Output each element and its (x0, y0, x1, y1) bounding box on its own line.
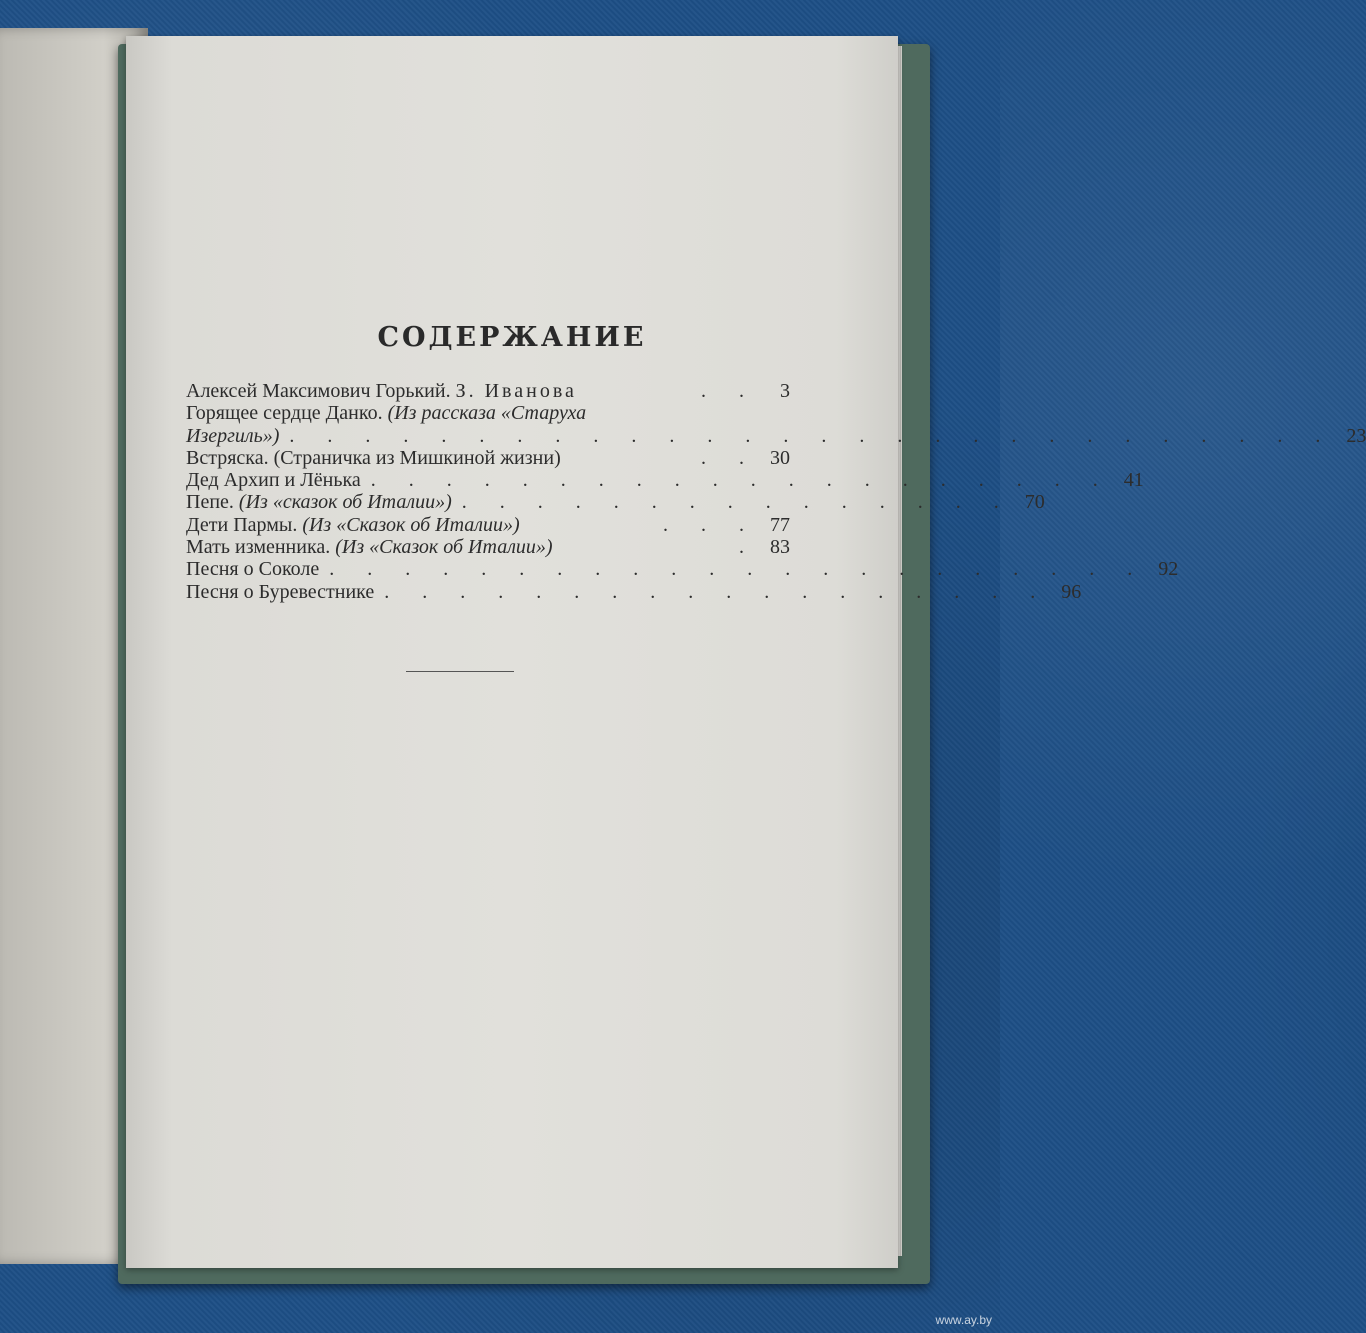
toc-entry (186, 558, 1179, 581)
dot-leader: . . . . . . . . . . . . . . . . . . . . . . . . . . . . (289, 424, 1335, 447)
toc-entry (186, 580, 1082, 603)
toc-entry-title: Встряска. (Страничка из Мишкиной жизни) (186, 446, 561, 469)
toc-entry-title: Песня о Буревестнике (186, 580, 375, 603)
toc-entry (186, 380, 790, 402)
toc-entry-title: Дети Пармы. (186, 513, 298, 536)
closing-rule (406, 671, 514, 672)
toc-entry (186, 536, 790, 558)
dot-leader: . . . . . . . . . . . . . . . (461, 491, 1013, 514)
toc-heading: СОДЕРЖАНИЕ (377, 322, 647, 353)
dot-leader: . (739, 536, 758, 559)
dot-leader: . . . . . . . . . . . . . . . . . . (384, 580, 1050, 603)
toc-entry (186, 514, 790, 536)
toc-entry-title: Пепе. (186, 491, 234, 514)
dot-leader: . . (701, 446, 758, 469)
toc-entry (186, 469, 1144, 492)
book-page (126, 36, 898, 1268)
toc-entry-continuation (186, 424, 1366, 447)
toc-entry-page: 92 (1158, 558, 1179, 581)
toc-entry-subtitle: (Из «Сказок об Италии») (302, 513, 520, 536)
toc-entry-title: Песня о Соколе (186, 558, 320, 581)
dot-leader: . . (701, 380, 758, 402)
toc-entry-page: 41 (1123, 469, 1144, 492)
toc-entry-subtitle: (Из рассказа «Старуха (387, 402, 587, 425)
toc-entry (186, 402, 790, 424)
toc-entry-author: З. Иванова (455, 380, 577, 402)
toc-entry-title: Горящее сердце Данко. (186, 402, 383, 425)
toc-entry-page: 23 (1346, 424, 1366, 447)
toc-entry-title: Дед Архип и Лёнька (186, 469, 361, 492)
toc-entry-subtitle: (Из «Сказок об Италии») (335, 536, 553, 559)
watermark: www.ay.by (935, 1313, 992, 1327)
toc-entry-page: 70 (1024, 491, 1045, 514)
toc-entry-page: 96 (1061, 580, 1082, 603)
dot-leader: . . . . . . . . . . . . . . . . . . . . . . (329, 558, 1147, 581)
toc-entry-page: 3 (780, 380, 790, 402)
toc-entry-subtitle-cont: Изергиль») (186, 424, 280, 447)
dot-leader: . . . . . . . . . . . . . . . . . . . . (370, 469, 1112, 492)
toc-entry-page: 77 (770, 513, 790, 536)
toc-entry (186, 447, 790, 469)
toc-entry-page: 30 (770, 446, 790, 469)
dot-leader: . . . (663, 513, 758, 536)
toc-entry-title: Мать изменника. (186, 536, 331, 559)
toc-entry (186, 491, 1045, 514)
toc-entry-title: Алексей Максимович Горький. (186, 380, 451, 402)
toc-entry-page: 83 (770, 536, 790, 559)
toc-entry-subtitle: (Из «сказок об Италии») (238, 491, 452, 514)
table-of-contents (186, 380, 1366, 603)
